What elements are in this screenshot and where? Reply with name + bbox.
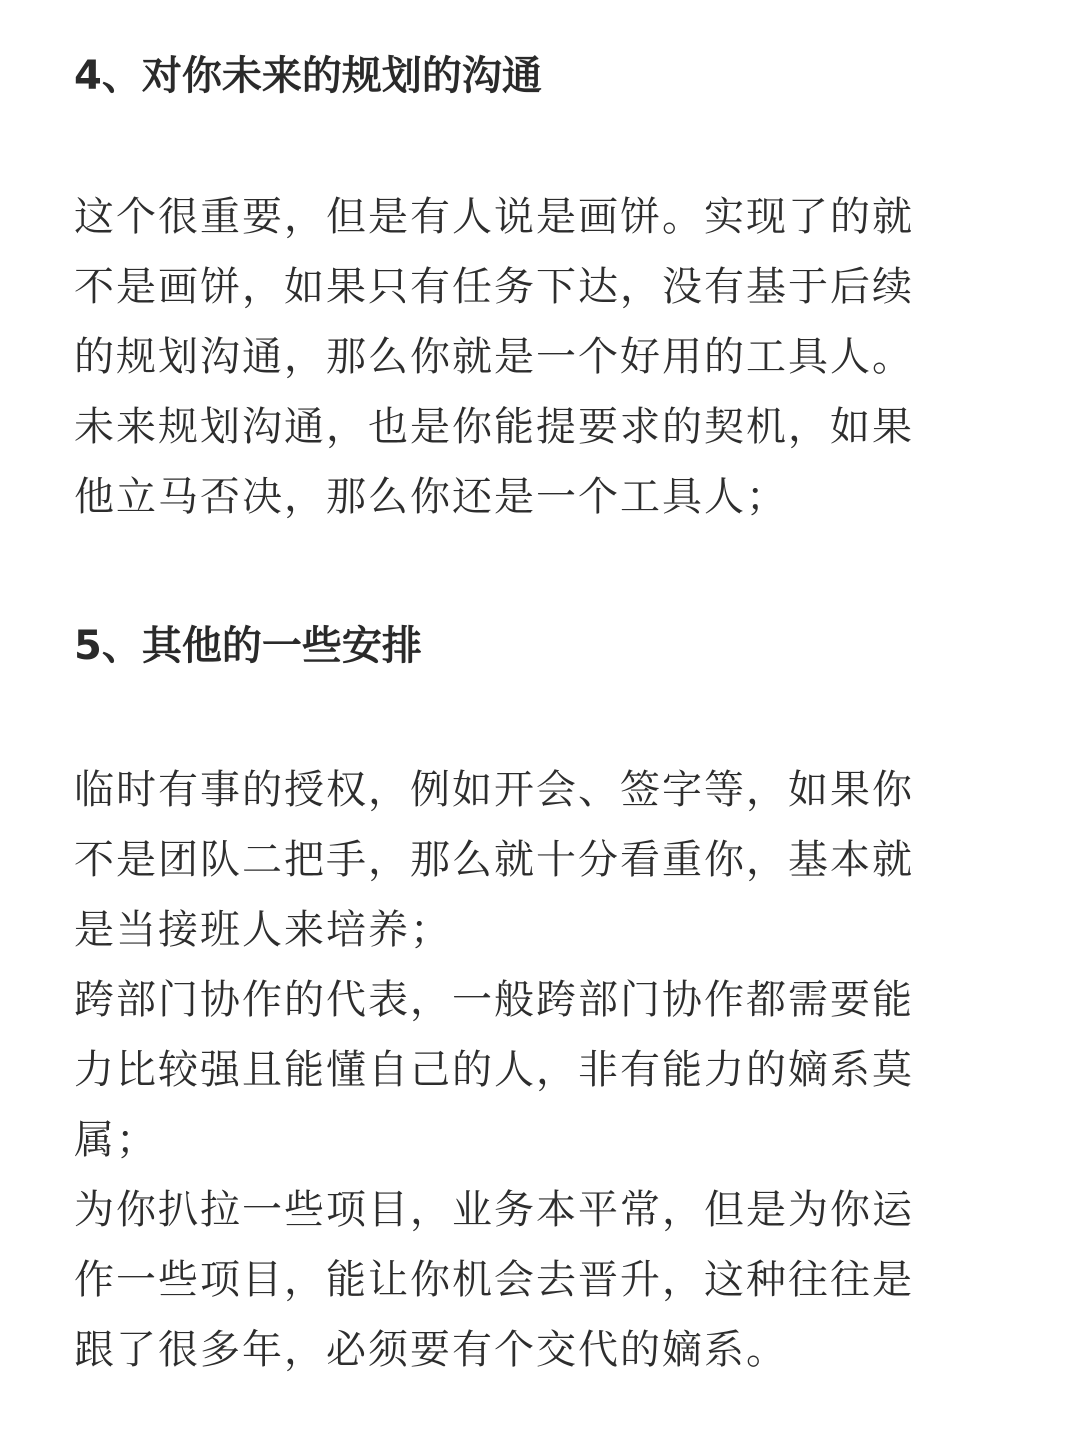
text-line: 作一些项目，能让你机会去晋升，这种往往是	[74, 1257, 914, 1303]
text-line: 跨部门协作的代表，一般跨部门协作都需要能	[74, 977, 914, 1023]
text-line: 为你扒拉一些项目，业务本平常，但是为你运	[74, 1187, 914, 1233]
text-line: 临时有事的授权，例如开会、签字等，如果你	[74, 767, 914, 813]
text-line: 跟了很多年，必须要有个交代的嫡系。	[74, 1327, 788, 1373]
text-line: 属；	[74, 1117, 158, 1163]
text-line: 不是团队二把手，那么就十分看重你，基本就	[74, 837, 914, 883]
text-line: 力比较强且能懂自己的人，非有能力的嫡系莫	[74, 1047, 914, 1093]
text-line: 他立马否决，那么你还是一个工具人；	[74, 474, 788, 520]
text-line: 不是画饼，如果只有任务下达，没有基于后续	[74, 264, 914, 310]
text-line: 是当接班人来培养；	[74, 907, 452, 953]
text-line: 未来规划沟通，也是你能提要求的契机，如果	[74, 404, 914, 450]
text-line: 这个很重要，但是有人说是画饼。实现了的就	[74, 194, 914, 240]
section-5-heading: 5、其他的一些安排	[74, 623, 422, 669]
section-4-heading: 4、对你未来的规划的沟通	[74, 53, 542, 99]
text-line: 的规划沟通，那么你就是一个好用的工具人。	[74, 334, 914, 380]
section-5-paragraph	[74, 755, 1014, 1385]
section-4-paragraph	[74, 182, 1014, 532]
